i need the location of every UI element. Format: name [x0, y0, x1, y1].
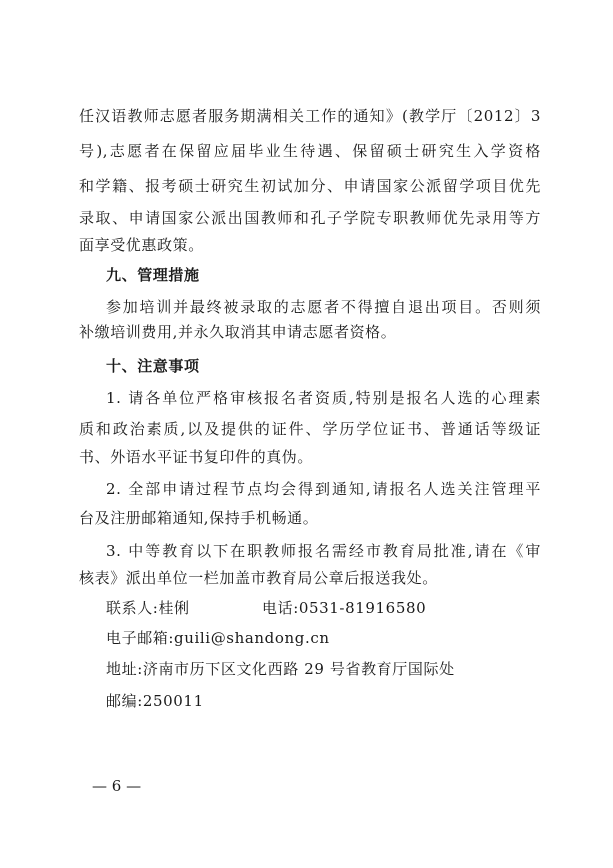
- body-line: 台及注册邮箱通知,保持手机畅通。: [79, 509, 319, 527]
- body-line: 书、外语水平证书复印件的真伪。: [79, 448, 314, 466]
- contact-postcode: 邮编:250011: [106, 692, 204, 710]
- body-line: 补缴培训费用,并永久取消其申请志愿者资格。: [79, 323, 397, 341]
- section-heading-management: 九、管理措施: [106, 266, 200, 284]
- body-line: 录取、申请国家公派出国教师和孔子学院专职教师优先录用等方: [79, 209, 541, 227]
- body-line: 和学籍、报考硕士研究生初试加分、申请国家公派留学项目优先: [79, 177, 541, 195]
- contact-person: 联系人:桂俐: [106, 599, 190, 617]
- body-line: 质和政治素质,以及提供的证件、学历学位证书、普通话等级证: [79, 420, 541, 438]
- body-line: 3. 中等教育以下在职教师报名需经市教育局批准,请在《审: [106, 542, 541, 560]
- body-line: 1. 请各单位严格审核报名者资质,特别是报名人选的心理素: [106, 389, 541, 407]
- body-line: 号),志愿者在保留应届毕业生待遇、保留硕士研究生入学资格: [79, 142, 541, 160]
- body-line: 任汉语教师志愿者服务期满相关工作的通知》(教学厅〔2012〕3: [79, 107, 541, 125]
- page-number: — 6 —: [92, 777, 142, 795]
- body-line: 参加培训并最终被录取的志愿者不得擅自退出项目。否则须: [106, 298, 541, 316]
- body-line: 2. 全部申请过程节点均会得到通知,请报名人选关注管理平: [106, 480, 541, 498]
- section-heading-notes: 十、注意事项: [106, 357, 200, 375]
- contact-email: 电子邮箱:guili@shandong.cn: [106, 629, 330, 647]
- body-line: 面享受优惠政策。: [79, 236, 204, 254]
- contact-phone: 电话:0531-81916580: [262, 599, 427, 617]
- contact-address: 地址:济南市历下区文化西路 29 号省教育厅国际处: [106, 660, 455, 678]
- body-line: 核表》派出单位一栏加盖市教育局公章后报送我处。: [79, 569, 438, 587]
